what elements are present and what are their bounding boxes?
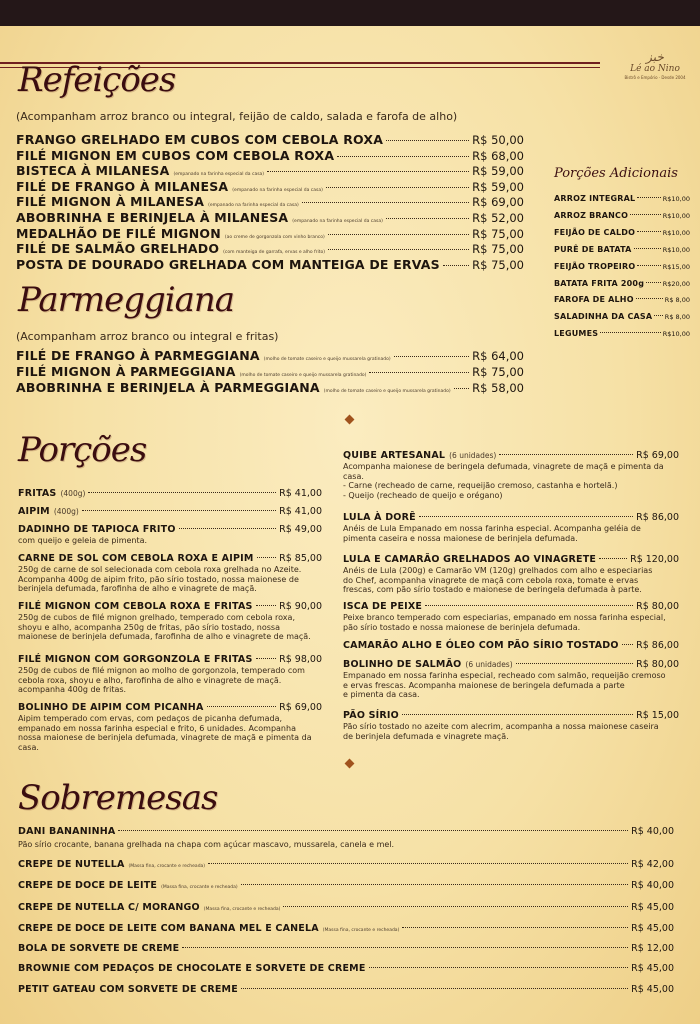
leader-dots [302, 202, 469, 203]
menu-item [554, 329, 690, 338]
menu-item [554, 194, 690, 203]
menu-item [18, 963, 674, 974]
item-name: BISTECA À MILANESA [16, 163, 170, 179]
item-description: berinjela defumada, farofinha de alho e vinagrete de maçã. [18, 584, 257, 593]
leader-dots [257, 557, 277, 558]
item-description: Acompanha maionese de beringela defumada, vinagrete de maçã e pimenta da [343, 462, 664, 471]
item-name: PÃO SÍRIO [343, 710, 399, 721]
item-detail: (molho de tomate caseiro e queijo mussarela gratinado) [263, 357, 391, 362]
item-detail: (empanado na farinha especial da casa) [208, 203, 299, 209]
menu-item [18, 702, 322, 713]
menu-item [18, 943, 674, 954]
item-price: R$ 80,00 [636, 601, 679, 612]
menu-item [554, 295, 690, 304]
item-price: R$ 75,00 [472, 365, 524, 379]
restaurant-logo [620, 50, 690, 94]
item-description: de berinjela defumada e vinagrete maçã. [343, 731, 509, 741]
menu-item [18, 826, 674, 837]
item-description: do Chef, acompanha vinagrete de maçã com cebola roxa, tomate e ervas [343, 575, 639, 585]
item-price: R$20,00 [662, 279, 690, 288]
item-name: ABOBRINHA E BERINJELA À PARMEGGIANA [16, 380, 320, 395]
menu-item [343, 554, 679, 565]
menu-item [18, 601, 322, 612]
item-name: DADINHO DE TAPIOCA FRITO [18, 524, 176, 535]
item-description: casa. [18, 742, 39, 752]
leader-dots [241, 988, 628, 989]
leader-dots [646, 282, 661, 283]
logo-tagline: Bistrô e Empório · Desde 2004 [624, 75, 686, 80]
menu-item [18, 654, 322, 665]
menu-item [18, 902, 674, 913]
item-description: maionese de berinjela defumada, farofinha de alho e vinagrete de maçã. [18, 632, 311, 641]
leader-dots [267, 171, 469, 172]
item-name: ARROZ INTEGRAL [554, 194, 636, 203]
item-price: R$ 98,00 [279, 654, 322, 665]
leader-dots [402, 714, 633, 715]
item-name: ISCA DE PEIXE [343, 601, 423, 612]
item-price: R$ 69,00 [279, 702, 322, 713]
item-price: R$ 40,00 [631, 880, 674, 891]
item-price: R$ 45,00 [631, 984, 674, 995]
logo-mark: خبز [646, 50, 664, 64]
item-price: R$ 69,00 [472, 195, 524, 210]
item-price: R$ 86,00 [636, 512, 679, 523]
menu-item [18, 859, 674, 870]
menu-item [18, 506, 322, 517]
leader-dots [328, 234, 469, 235]
item-name: FILÉ MIGNON À PARMEGGIANA [16, 364, 236, 379]
item-name: DANI BANANINHA [18, 826, 116, 837]
item-detail: (6 unidades) [465, 660, 513, 669]
menu-item [554, 245, 690, 254]
leader-dots [402, 927, 628, 928]
menu-item [16, 210, 524, 225]
item-name: BOLINHO DE AIPIM COM PICANHA [18, 702, 204, 713]
item-description: casa. [343, 471, 364, 481]
item-description: Peixe branco temperado com especiarias, empanado em nossa farinha especial, [343, 613, 666, 622]
leader-dots [634, 248, 661, 249]
item-name: POSTA DE DOURADO GRELHADA COM MANTEIGA DE ERVAS [16, 256, 440, 272]
item-detail: (molho de tomate caseiro e queijo mussarela gratinado) [323, 389, 451, 394]
item-description: 250g de cubos de filé mignon ao molho de gorgonzola, temperado com [18, 666, 305, 675]
item-description: cebola roxa, shoyu e alho, farofinha de alho e vinagrete de maçã. [18, 675, 282, 685]
item-name: FILÉ MIGNON À MILANESA [16, 194, 205, 210]
leader-dots [179, 528, 277, 529]
item-description: pimenta caseira e nossa maionese de berinjela defumada. [343, 533, 578, 543]
item-description: Pão sírio tostado no azeite com alecrim, acompanha a nossa maionese caseira [343, 722, 659, 731]
item-name: PURÊ DE BATATA [554, 244, 632, 254]
leader-dots [208, 863, 628, 864]
item-name: BROWNIE COM PEDAÇOS DE CHOCOLATE E SORVETE DE CREME [18, 963, 366, 974]
menu-item [554, 312, 690, 321]
divider-ornament [345, 415, 355, 425]
item-detail: (molho de tomate caseiro e queijo mussarela gratinado) [239, 373, 367, 378]
item-price: R$ 85,00 [279, 553, 322, 564]
leader-dots [386, 218, 469, 219]
item-price: R$ 45,00 [631, 902, 674, 913]
menu-item [343, 601, 679, 612]
item-description: shoyu e alho, acompanha 250g de fritas, pão sírio tostado, nossa [18, 622, 280, 632]
menu-item [554, 279, 690, 288]
leader-dots [600, 332, 661, 333]
leader-dots [82, 510, 276, 511]
leader-dots [599, 558, 627, 559]
item-description: Anéis de Lula Empanado em nossa farinha especial. Acompanha geléia de [343, 524, 641, 533]
item-price: R$15,00 [662, 262, 690, 271]
item-price: R$ 58,00 [472, 381, 524, 395]
item-detail: (Massa fina, crocante e recheada) [161, 885, 238, 890]
parmeggiana-note: (Acompanham arroz branco ou integral e fritas) [16, 330, 279, 343]
item-name: CREPE DE DOCE DE LEITE [18, 880, 158, 891]
item-price: R$ 40,00 [631, 826, 674, 837]
item-description: 250g de carne de sol selecionada com cebola roxa grelhada no Azeite. [18, 565, 302, 574]
top-bar [0, 0, 700, 26]
menu-item [18, 880, 674, 891]
item-price: R$ 15,00 [636, 710, 679, 721]
leader-dots [443, 265, 469, 266]
item-name: CREPE DE NUTELLA [18, 859, 125, 870]
leader-dots [256, 658, 277, 659]
logo-name: Lé ao Nino [630, 64, 680, 74]
item-name: FEIJÃO TROPEIRO [554, 261, 636, 271]
item-detail: (ao creme de gorgonzola com vinho branco) [224, 234, 325, 240]
item-name: FILÉ DE FRANGO À PARMEGGIANA [16, 348, 260, 363]
item-price: R$ 64,00 [472, 349, 524, 363]
menu-item [16, 226, 524, 241]
item-price: R$ 8,00 [664, 313, 690, 322]
leader-dots [654, 315, 663, 316]
menu-item [343, 450, 679, 461]
leader-dots [369, 967, 629, 968]
item-description: - Queijo (recheado de queijo e orégano) [343, 490, 503, 500]
menu-item [16, 148, 524, 163]
item-name: FEIJÃO DE CALDO [554, 227, 636, 237]
menu-item [16, 194, 524, 209]
divider-ornament-2 [345, 759, 355, 769]
item-price: R$ 75,00 [472, 242, 524, 257]
leader-dots [88, 492, 276, 493]
item-price: R$10,00 [662, 228, 690, 237]
item-name: LEGUMES [554, 329, 599, 339]
leader-dots [499, 454, 633, 455]
leader-dots [622, 644, 634, 645]
menu-item [18, 984, 674, 995]
item-name: BOLINHO DE SALMÃO [343, 659, 462, 670]
item-detail: (Massa fina, crocante e recheada) [322, 928, 400, 933]
item-description: pão sírio tostado e nossa maionese de berinjela defumada. [343, 622, 581, 632]
menu-item [343, 640, 679, 651]
menu-item [18, 553, 322, 564]
leader-dots [369, 372, 469, 373]
item-name: BOLA DE SORVETE DE CREME [18, 943, 180, 954]
item-name: FILÉ MIGNON COM GORGONZOLA E FRITAS [18, 654, 253, 665]
item-price: R$ 86,00 [636, 640, 679, 651]
item-detail: (400g) [53, 507, 79, 516]
item-name: BATATA FRITA 200g [554, 278, 645, 288]
menu-page [0, 26, 700, 1024]
item-price: R$10,00 [662, 211, 690, 220]
item-description: com queijo e geleia de pimenta. [18, 536, 148, 545]
menu-item [554, 228, 690, 237]
item-detail: (empanado na farinha especial da casa) [173, 172, 265, 178]
menu-item [16, 257, 524, 272]
item-name: FILÉ DE FRANGO À MILANESA [16, 178, 229, 194]
item-price: R$ 90,00 [279, 601, 322, 612]
leader-dots [328, 249, 469, 250]
item-price: R$ 59,00 [472, 179, 524, 194]
leader-dots [326, 187, 469, 188]
item-price: R$ 59,00 [472, 164, 524, 179]
leader-dots [636, 298, 663, 299]
leader-dots [454, 388, 470, 389]
item-description: - Carne (recheado de carne, requeijão cremoso, castanha e hortelã.) [343, 481, 618, 490]
item-description: e pimenta da casa. [343, 690, 420, 699]
menu-item [554, 262, 690, 271]
item-price: R$ 120,00 [630, 554, 679, 565]
leader-dots [637, 231, 661, 232]
item-name: MEDALHÃO DE FILÉ MIGNON [16, 225, 221, 241]
item-description: acompanha 400g de fritas. [18, 685, 127, 694]
item-description: 250g de cubos de filé mignon grelhado, temperado com cebola roxa, [18, 613, 295, 622]
leader-dots [637, 197, 660, 198]
menu-item [16, 241, 524, 256]
item-description: Aipim temperado com ervas, com pedaços de picanha defumada, [18, 714, 283, 723]
leader-dots [630, 214, 661, 215]
menu-item [343, 710, 679, 721]
leader-dots [256, 605, 277, 606]
item-price: R$ 68,00 [472, 148, 524, 163]
item-description: frescas, com pão sírio tostado e maionese de beringela defumada à parte. [343, 585, 642, 594]
menu-item [18, 488, 322, 499]
leader-dots [118, 830, 628, 831]
menu-item [16, 380, 524, 395]
menu-item [16, 364, 524, 379]
item-name: FRANGO GRELHADO EM CUBOS COM CEBOLA ROXA [16, 132, 384, 147]
item-detail: (com manteiga de garrafa, ervas e alho frito) [223, 250, 326, 256]
item-name: FILÉ MIGNON EM CUBOS COM CEBOLA ROXA [16, 147, 335, 163]
item-name: CAMARÃO ALHO E ÓLEO COM PÃO SÍRIO TOSTADO [343, 640, 619, 651]
section-title-parmeggiana: Parmeggiana [18, 280, 235, 320]
item-price: R$10,00 [662, 195, 690, 203]
menu-item [343, 659, 679, 670]
menu-item [16, 132, 524, 147]
leader-dots [419, 516, 633, 517]
menu-item [18, 524, 322, 535]
section-title-adicionais: Porções Adicionais [554, 166, 678, 181]
item-detail: (Massa fina, crocante e recheada) [128, 864, 206, 869]
item-description: Empanado em nossa farinha especial, recheado com salmão, requeijão cremoso [343, 671, 666, 680]
item-price: R$ 49,00 [279, 524, 322, 535]
menu-item [343, 512, 679, 523]
item-name: CARNE DE SOL COM CEBOLA ROXA E AIPIM [18, 553, 254, 564]
item-detail: (empanado na farinha especial da casa) [292, 219, 383, 224]
leader-dots [241, 884, 628, 885]
section-title-porcoes: Porções [18, 430, 147, 470]
item-description: empanado em nossa farinha especial e frito, 6 unidades. Acompanha [18, 723, 296, 733]
item-price: R$ 50,00 [472, 133, 524, 147]
item-name: CREPE DE NUTELLA C/ MORANGO [18, 902, 200, 913]
menu-item [16, 179, 524, 194]
item-name: PETIT GATEAU COM SORVETE DE CREME [18, 984, 238, 995]
item-price: R$10,00 [662, 330, 690, 339]
item-price: R$ 41,00 [279, 488, 322, 499]
item-price: R$ 80,00 [636, 659, 679, 670]
leader-dots [207, 706, 277, 707]
item-name: SALADINHA DA CASA [554, 312, 653, 322]
leader-dots [337, 156, 469, 157]
item-description: Anéis de Lula (200g) e Camarão VM (120g) grelhados com alho e especiarias [343, 566, 653, 575]
item-price: R$ 41,00 [279, 506, 322, 517]
item-price: R$ 45,00 [631, 923, 674, 934]
item-price: R$ 75,00 [472, 257, 524, 272]
item-name: ABOBRINHA E BERINJELA À MILANESA [16, 210, 289, 225]
item-price: R$ 69,00 [636, 450, 679, 461]
item-description: Acompanha 400g de aipim frito, pão sírio tostado, nossa maionese de [18, 574, 299, 584]
item-price: R$ 12,00 [631, 943, 674, 954]
item-detail: (Massa fina, crocante e recheada) [203, 907, 281, 912]
leader-dots [394, 356, 470, 357]
leader-dots [386, 140, 469, 141]
item-name: QUIBE ARTESANAL [343, 450, 446, 461]
item-detail: (6 unidades) [449, 451, 497, 460]
item-name: FILÉ MIGNON COM CEBOLA ROXA E FRITAS [18, 601, 253, 612]
menu-item [18, 923, 674, 934]
item-detail: (empanado na farinha especial da casa) [232, 187, 323, 193]
item-name: FAROFA DE ALHO [554, 295, 634, 305]
item-name: FRITAS [18, 488, 57, 499]
item-name: AIPIM [18, 506, 50, 517]
item-price: R$ 45,00 [631, 963, 674, 974]
leader-dots [425, 605, 633, 606]
item-name: ARROZ BRANCO [554, 210, 629, 220]
section-title-sobremesas: Sobremesas [18, 778, 218, 818]
item-detail: (400g) [60, 489, 86, 498]
menu-item [554, 211, 690, 220]
item-description: e ervas frescas. Acompanha maionese de beringela defumada a parte [343, 680, 625, 690]
item-price: R$ 42,00 [631, 859, 674, 870]
leader-dots [516, 663, 633, 664]
item-name: LULA E CAMARÃO GRELHADOS AO VINAGRETE [343, 554, 597, 565]
item-description: nossa maionese de berinjela defumada, vinagrete de maçã e pimenta da [18, 733, 312, 742]
refeicoes-note: (Acompanham arroz branco ou integral, feijão de caldo, salada e farofa de alho) [16, 110, 458, 123]
menu-item [16, 348, 524, 363]
item-price: R$ 52,00 [472, 211, 524, 225]
item-price: R$10,00 [662, 245, 690, 254]
menu-item [16, 163, 524, 178]
item-price: R$ 75,00 [472, 226, 524, 241]
item-name: FILÉ DE SALMÃO GRELHADO [16, 241, 220, 257]
item-name: LULA À DORÊ [343, 512, 416, 523]
leader-dots [182, 947, 628, 948]
section-title-refeicoes: Refeições [18, 60, 176, 100]
leader-dots [283, 906, 628, 907]
item-price: R$ 8,00 [664, 296, 690, 305]
item-description: Pão sírio crocante, banana grelhada na chapa com açúcar mascavo, mussarela, canela e mel. [18, 840, 395, 849]
leader-dots [637, 265, 660, 266]
item-name: CREPE DE DOCE DE LEITE COM BANANA MEL E CANELA [18, 923, 319, 934]
